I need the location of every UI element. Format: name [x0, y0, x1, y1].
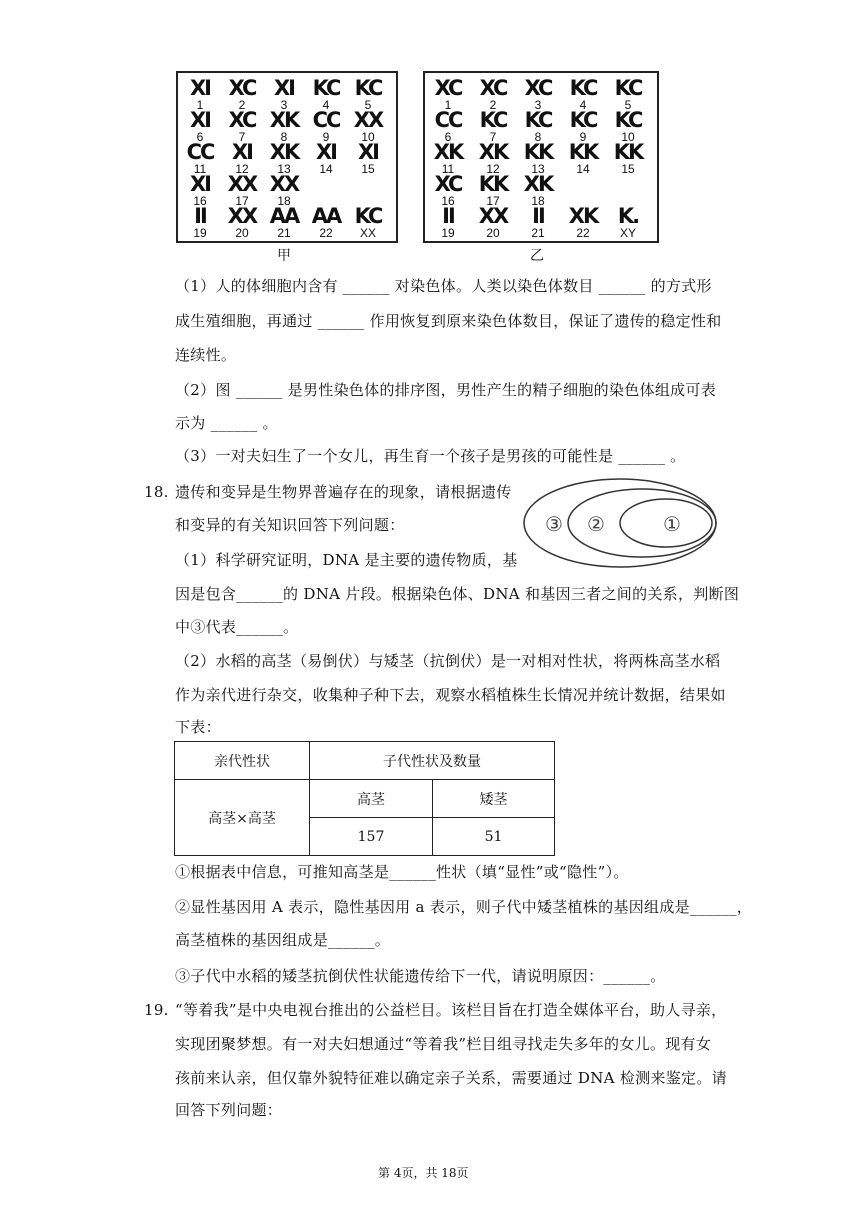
- q18-line-1: 遗传和变异是生物界普遍存在的现象，请根据遗传: [175, 483, 512, 501]
- chromosome-number: 21: [531, 226, 545, 240]
- offspring-trait-table: [174, 741, 555, 856]
- chromosome-shape: KC: [569, 76, 597, 100]
- chromosome-XY: [609, 205, 647, 240]
- chromosome-shape: XX: [227, 204, 257, 228]
- chromosome-21: [265, 205, 303, 240]
- chromosome-8: [265, 109, 303, 144]
- chromosome-11: [181, 141, 219, 176]
- q18-sub-3: 高茎植株的基因组成是______。: [175, 931, 391, 949]
- chromosome-number: 11: [441, 162, 455, 176]
- q18-sub-1: ①根据表中信息，可推知高茎是______性状（填“显性”或“隐性”）。: [175, 863, 629, 881]
- chromosome-5: [609, 77, 647, 112]
- chromosome-16: [181, 173, 219, 208]
- chromosome-number: 10: [361, 130, 375, 144]
- chromosome-shape: XC: [434, 76, 462, 100]
- chromosome-shape: AA: [269, 204, 299, 228]
- chromosome-12: [474, 141, 512, 176]
- chromosome-shape: KC: [614, 108, 642, 132]
- chromosome-number: 15: [361, 162, 375, 176]
- q18-line-7: 作为亲代进行杂交，收集种子种下去，观察水稻植株生长情况并统计数据，结果如: [175, 686, 726, 704]
- q19-number: 19.: [144, 1001, 169, 1019]
- chromosome-shape: KK: [613, 140, 643, 164]
- chromosome-19: [429, 205, 467, 240]
- chromosome-13: [519, 141, 557, 176]
- chromosome-shape: XX: [353, 108, 383, 132]
- chromosome-14: [307, 141, 345, 176]
- chromosome-number: 18: [531, 194, 545, 208]
- chromosome-shape: XC: [479, 76, 507, 100]
- chromosome-number: 3: [280, 98, 288, 112]
- q18-number: 18.: [144, 483, 169, 501]
- middle-label: ②: [587, 512, 605, 536]
- q18-line-6: （2）水稻的高茎（易倒伏）与矮茎（抗倒伏）是一对相对性状，将两株高茎水稻: [175, 652, 721, 670]
- header-parent-trait: 亲代性状: [175, 742, 310, 780]
- chromosome-7: [474, 109, 512, 144]
- chromosome-XX: [349, 205, 387, 240]
- chromosome-number: 19: [193, 226, 207, 240]
- inner-label: ①: [663, 512, 681, 536]
- chromosome-20: [474, 205, 512, 240]
- chromosome-2: [223, 77, 261, 112]
- chromosome-8: [519, 109, 557, 144]
- q18-line-3: （1）科学研究证明，DNA 是主要的遗传物质，基: [175, 551, 518, 569]
- chromosome-9: [307, 109, 345, 144]
- chromosome-shape: KC: [524, 108, 552, 132]
- outer-label: ③: [545, 512, 563, 536]
- chromosome-number: 3: [534, 98, 542, 112]
- chromosome-number: 19: [441, 226, 455, 240]
- chromosome-6: [181, 109, 219, 144]
- header-offspring-trait: 子代性状及数量: [310, 742, 555, 780]
- chromosome-shape: XC: [434, 172, 462, 196]
- chromosome-21: [519, 205, 557, 240]
- chromosome-12: [223, 141, 261, 176]
- chromosome-shape: KC: [354, 204, 382, 228]
- q19-line-3: 孩前来认亲，但仅靠外貌特征难以确定亲子关系，需要通过 DNA 检测来鉴定。请: [175, 1069, 727, 1087]
- chromosome-number: 15: [621, 162, 635, 176]
- chromosome-shape: KC: [569, 108, 597, 132]
- chromosome-number: 22: [319, 226, 333, 240]
- chromosome-20: [223, 205, 261, 240]
- chromosome-18: [265, 173, 303, 208]
- chromosome-shape: KK: [478, 172, 508, 196]
- chromosome-1: [181, 77, 219, 112]
- chromosome-shape: CC: [312, 108, 340, 132]
- q18-sub-2: ②显性基因用 A 表示，隐性基因用 a 表示，则子代中矮茎植株的基因组成是______，: [175, 898, 753, 916]
- chromosome-shape: XK: [523, 172, 553, 196]
- chromosome-18: [519, 173, 557, 208]
- chromosome-number: 20: [235, 226, 249, 240]
- q18-line-8: 下表：: [175, 718, 221, 736]
- chromosome-16: [429, 173, 467, 208]
- chromosome-number: 17: [486, 194, 500, 208]
- chromosome-number: 21: [277, 226, 291, 240]
- chromosome-number: 13: [277, 162, 291, 176]
- q17-line-1: （1）人的体细胞内含有 ______ 对染色体。人类以染色体数目 ______ 的方式形: [175, 277, 712, 295]
- q17-line-3: 连续性。: [175, 346, 237, 364]
- q18-line-4: 因是包含______的 DNA 片段。根据染色体、DNA 和基因三者之间的关系，判断图: [175, 585, 740, 603]
- chromosome-shape: XX: [478, 204, 508, 228]
- q17-line-5: 示为 ______ 。: [175, 414, 278, 432]
- chromosome-4: [307, 77, 345, 112]
- chromosome-7: [223, 109, 261, 144]
- q17-line-4: （2）图 ______ 是男性染色体的排序图，男性产生的精子细胞的染色体组成可表: [175, 381, 717, 399]
- q18-line-2: 和变异的有关知识回答下列问题：: [175, 516, 405, 534]
- chromosome-shape: II: [442, 204, 454, 228]
- caption-jia: 甲: [277, 248, 291, 264]
- chromosome-number: 11: [193, 162, 207, 176]
- chromosome-17: [223, 173, 261, 208]
- chromosome-number: 6: [196, 130, 204, 144]
- chromosome-number: 14: [576, 162, 590, 176]
- cell-dwarf-label: 矮茎: [433, 780, 555, 818]
- chromosome-number: 9: [579, 130, 587, 144]
- chromosome-shape: XI: [231, 140, 252, 164]
- cell-tall-label: 高茎: [310, 780, 433, 818]
- chromosome-number: 10: [621, 130, 635, 144]
- chromosome-number: 8: [534, 130, 542, 144]
- chromosome-shape: CC: [186, 140, 214, 164]
- chromosome-number: 1: [196, 98, 204, 112]
- chromosome-13: [265, 141, 303, 176]
- chromosome-shape: XX: [269, 172, 299, 196]
- chromosome-number: 5: [364, 98, 372, 112]
- chromosome-number: 9: [322, 130, 330, 144]
- chromosome-number: 4: [579, 98, 587, 112]
- chromosome-number: 16: [193, 194, 207, 208]
- q18-sub-4: ③子代中水稻的矮茎抗倒伏性状能遗传给下一代，请说明原因：______。: [175, 967, 666, 985]
- chromosome-number: 18: [277, 194, 291, 208]
- chromosome-number: 2: [489, 98, 497, 112]
- chromosome-shape: XI: [315, 140, 336, 164]
- chromosome-2: [474, 77, 512, 112]
- q18-line-5: 中③代表______。: [175, 618, 299, 636]
- cell-parent-cross: 高茎×高茎: [175, 780, 310, 856]
- chromosome-shape: XX: [227, 172, 257, 196]
- chromosome-shape: KK: [568, 140, 598, 164]
- chromosome-shape: XI: [189, 108, 210, 132]
- cell-tall-count: 157: [310, 818, 433, 856]
- chromosome-shape: XC: [228, 76, 256, 100]
- chromosome-22: [564, 205, 602, 240]
- chromosome-shape: KC: [479, 108, 507, 132]
- chromosome-10: [349, 109, 387, 144]
- chromosome-1: [429, 77, 467, 112]
- page-footer: 第 4页，共 18页: [378, 1166, 469, 1180]
- chromosome-3: [265, 77, 303, 112]
- chromosome-number: XY: [619, 226, 636, 240]
- chromosome-number: 2: [238, 98, 246, 112]
- chromosome-number: 12: [486, 162, 500, 176]
- chromosome-number: XX: [359, 226, 376, 240]
- chromosome-22: [307, 205, 345, 240]
- chromosome-shape: XC: [524, 76, 552, 100]
- chromosome-11: [429, 141, 467, 176]
- chromosome-4: [564, 77, 602, 112]
- karyotype-panel-jia: [176, 71, 398, 243]
- chromosome-number: 14: [319, 162, 333, 176]
- chromosome-15: [609, 141, 647, 176]
- chromosome-shape: XK: [433, 140, 463, 164]
- chromosome-shape: II: [532, 204, 544, 228]
- chromosome-10: [609, 109, 647, 144]
- chromosome-shape: K.: [617, 204, 639, 228]
- chromosome-shape: AA: [311, 204, 341, 228]
- chromosome-number: 6: [444, 130, 452, 144]
- chromosome-3: [519, 77, 557, 112]
- q17-line-6: （3）一对夫妇生了一个女儿，再生育一个孩子是男孩的可能性是 ______ 。: [175, 447, 686, 465]
- q19-line-4: 回答下列问题：: [175, 1101, 283, 1119]
- chromosome-shape: XI: [357, 140, 378, 164]
- chromosome-number: 12: [235, 162, 249, 176]
- chromosome-number: 16: [441, 194, 455, 208]
- q19-line-2: 实现团聚梦想。有一对夫妇想通过“等着我”栏目组寻找走失多年的女儿。现有女: [175, 1035, 712, 1053]
- chromosome-shape: KC: [354, 76, 382, 100]
- chromosome-number: 7: [238, 130, 246, 144]
- chromosome-number: 4: [322, 98, 330, 112]
- chromosome-number: 22: [576, 226, 590, 240]
- chromosome-number: 20: [486, 226, 500, 240]
- chromosome-shape: KC: [312, 76, 340, 100]
- chromosome-shape: XK: [568, 204, 598, 228]
- chromosome-5: [349, 77, 387, 112]
- chromosome-15: [349, 141, 387, 176]
- q17-line-2: 成生殖细胞，再通过 ______ 作用恢复到原来染色体数目，保证了遗传的稳定性和: [175, 312, 722, 330]
- chromosome-shape: XC: [228, 108, 256, 132]
- gene-dna-chromosome-diagram: [520, 476, 720, 570]
- chromosome-shape: KK: [523, 140, 553, 164]
- cell-dwarf-count: 51: [433, 818, 555, 856]
- chromosome-shape: CC: [434, 108, 462, 132]
- chromosome-6: [429, 109, 467, 144]
- chromosome-shape: XK: [269, 140, 299, 164]
- chromosome-17: [474, 173, 512, 208]
- chromosome-9: [564, 109, 602, 144]
- chromosome-number: 7: [489, 130, 497, 144]
- chromosome-number: 8: [280, 130, 288, 144]
- chromosome-shape: XK: [269, 108, 299, 132]
- chromosome-number: 1: [444, 98, 452, 112]
- chromosome-number: 17: [235, 194, 249, 208]
- chromosome-number: 5: [624, 98, 632, 112]
- chromosome-19: [181, 205, 219, 240]
- chromosome-shape: XI: [189, 172, 210, 196]
- caption-yi: 乙: [530, 248, 544, 264]
- chromosome-shape: KC: [614, 76, 642, 100]
- chromosome-shape: XI: [273, 76, 294, 100]
- karyotype-panel-yi: [423, 71, 659, 243]
- chromosome-shape: II: [194, 204, 206, 228]
- chromosome-shape: XK: [478, 140, 508, 164]
- q19-line-1: “等着我”是中央电视台推出的公益栏目。该栏目旨在打造全媒体平台，助人寻亲，: [175, 1001, 727, 1019]
- chromosome-shape: XI: [189, 76, 210, 100]
- chromosome-14: [564, 141, 602, 176]
- chromosome-number: 13: [531, 162, 545, 176]
